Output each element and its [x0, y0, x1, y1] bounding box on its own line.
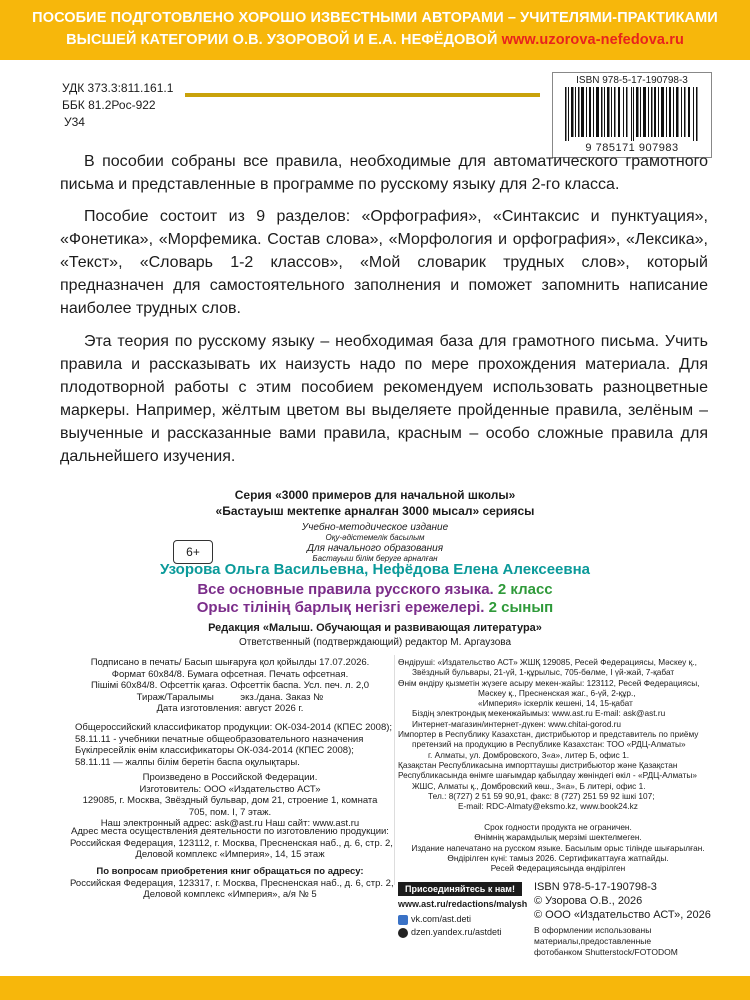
- udk-codes: [62, 80, 173, 131]
- responsible-editor: Ответственный (подтверждающий) редактор М. Аргаузова: [238, 637, 512, 648]
- imprint-line: ЖШС, Алматы қ., Домбровский көш., 3«а», Б литері, офис 1.: [412, 780, 646, 791]
- publisher-website-link[interactable]: www.ast.ru/redactions/malysh: [398, 899, 528, 909]
- product-classifier: [75, 722, 395, 768]
- column-divider: [394, 655, 395, 885]
- barcode-bars-icon: [563, 87, 703, 141]
- age-rating-badge: 6+: [173, 540, 213, 564]
- banner-line-2: [0, 32, 750, 48]
- paragraph-text: Эта теория по русскому языку – необходимая база для грамотного письма. Учить правила и рассказывать их наизусть надо по мере прохождения материала. Для плодотворной работы с этим пособием рекомендуем использовать разноцветные маркеры. Например, жёлтым цветом вы выделяете пройденные правила, зелёным – выученные и рассказанные вами правила, красным – особо сложные правила для дальнейшего изучения.: [60, 333, 708, 465]
- validity-info: [398, 822, 718, 873]
- image-credit-source: фотобанком Shutterstock/FOTODOM: [534, 947, 678, 957]
- print-line: Пішімі 60x84/8. Офсеттік қағаз. Офсеттік баспа. Усл. печ. л. 2,0: [90, 680, 370, 691]
- validity-line: Срок годности продукта не ограничен.: [484, 822, 632, 832]
- address-line: Деловой комплекс «Империя», 14, 15 этаж: [135, 849, 325, 860]
- bottom-stripe: [0, 976, 750, 1000]
- validity-line: Өнімнің жарамдылық мерзімі шектелмеген.: [474, 832, 642, 843]
- image-credit: В оформлении использованы материалы,предоставленные: [534, 925, 652, 946]
- imprint-line: Біздің электрондық мекенжайымыз: www.ast.ru E-mail: ask@ast.ru: [412, 708, 666, 719]
- paragraph-text: Пособие состоит из 9 разделов: «Орфография», «Синтаксис и пунктуация», «Фонетика», «Морфемика. Состав слова», «Морфология и орфография», «Лексика», «Текст», «Словарь 1-2 классов», «Мой словарик трудных слов», который предназначен для самостоятельного заполнения и поможет запомнить написание наиболее трудных слов.: [60, 208, 708, 317]
- imprint-line: Өнім өндіру қызметін жүзеге асыру мекен-жайы: 123112, Ресей Федерациясы,: [398, 677, 700, 688]
- author-mark: У34: [64, 115, 85, 129]
- wholesale-line: Российская Федерация, 123317, г. Москва, Пресненская наб., д. 6, стр. 2,: [70, 877, 394, 889]
- divider-line: [185, 93, 540, 97]
- validity-line: Ресей Федерациясында өндірілген: [490, 863, 626, 874]
- wholesale-line: Деловой комплекс «Империя», а/я № 5: [143, 889, 317, 900]
- dzen-link[interactable]: [398, 926, 522, 939]
- banner-line-2-text: ВЫСШЕЙ КАТЕГОРИИ О.В. УЗОРОВОЙ И Е.А. НЕФЁДОВОЙ: [66, 32, 498, 48]
- imprint-line: «Империя» іскерлік кешені, 14, 15-қабат: [478, 698, 633, 709]
- editorial-office: Редакция «Малыш. Обучающая и развивающая литература»: [208, 622, 542, 634]
- manufacturer-line: Наш электронный адрес: ask@ast.ru Наш сайт: www.ast.ru: [100, 818, 360, 829]
- wholesale-contacts: [70, 866, 394, 901]
- barcode-isbn: ISBN 978-5-17-190798-3: [576, 75, 688, 86]
- print-line: Тираж/Таралымы экз./дана. Заказ №: [136, 691, 324, 703]
- imprint-line: Звёздный бульвары, 21-үй, 1-құрылыс, 705-бөлме, I үй-жай, 7-қабат: [412, 667, 675, 678]
- book-title-kz-text: Орыс тілінің барлық негізгі ережелері.: [196, 599, 485, 616]
- udk-line: УДК 373.3:811.161.1: [62, 81, 174, 95]
- book-grade-kz: 2 сынып: [488, 599, 554, 616]
- book-grade-ru: 2 класс: [497, 581, 553, 598]
- print-line: Дата изготовления: август 2026 г.: [156, 703, 304, 714]
- body-paragraph-1: [60, 150, 708, 196]
- book-title-ru: [0, 581, 750, 598]
- vk-icon: [398, 915, 408, 925]
- print-line: Формат 60x84/8. Бумага офсетная. Печать офсетная.: [111, 668, 349, 680]
- bbk-line: ББК 81.2Рос-922: [62, 98, 156, 112]
- join-us-heading: Присоединяйтесь к нам!: [398, 882, 522, 896]
- imprint-line: г. Алматы, ул. Домбровского, 3«а», литер Б, офис 1.: [428, 749, 630, 760]
- imprint-line: претензий на продукцию в Республике Казахстан: ТОО «РДЦ-Алматы»: [412, 739, 686, 750]
- edition-type-kz: Оқу-әдістемелік басылым: [325, 533, 425, 542]
- classifier-line: 58.11.11 — жалпы білім беретін баспа оқулықтары.: [75, 756, 300, 768]
- series-title-kz: «Бастауыш мектепке арналған 3000 мысал» сериясы: [215, 504, 535, 518]
- imprint-line: Тел.: 8(727) 2 51 59 90,91, факс: 8 (727) 251 59 92 ішкі 107;: [428, 790, 655, 801]
- classifier-line: 58.11.11 - учебники печатные общеобразовательного назначения: [75, 733, 364, 745]
- top-banner: [0, 0, 750, 60]
- manufacturer-line: 129085, г. Москва, Звёздный бульвар, дом 21, строение 1, комната 705, пом. I, 7 этаж.: [82, 795, 378, 818]
- vk-link[interactable]: [398, 913, 522, 926]
- copyright-author: © Узорова О.В., 2026: [534, 895, 643, 907]
- validity-line: Өндірілген күні: тамыз 2026. Сертификаттауға жатпайды.: [447, 852, 669, 863]
- banner-line-1: ПОСОБИЕ ПОДГОТОВЛЕНО ХОРОШО ИЗВЕСТНЫМИ АВТОРАМИ – УЧИТЕЛЯМИ-ПРАКТИКАМИ: [32, 10, 718, 26]
- classifier-line: Общероссийский классификатор продукции: ОК-034-2014 (КПЕС 2008);: [75, 722, 393, 733]
- dzen-icon: [398, 928, 408, 938]
- edition-type: Учебно-методическое издание: [301, 522, 449, 533]
- validity-line: Издание напечатано на русском языке. Басылым орыс тілінде шығарылған.: [411, 842, 705, 853]
- address-line: Российская Федерация, 123112, г. Москва, Пресненская наб., д. 6, стр. 2,: [70, 837, 393, 849]
- dzen-link-text: dzen.yandex.ru/astdeti: [411, 927, 502, 937]
- book-authors: Узорова Ольга Васильевна, Нефёдова Елена Алексеевна: [159, 561, 591, 578]
- body-paragraph-3: [60, 330, 708, 468]
- book-title-ru-text: Все основные правила русского языка.: [197, 581, 494, 598]
- imprint-line: E-mail: RDC-Almaty@eksmo.kz, www.book24.kz: [458, 801, 638, 812]
- body-paragraph-2: [60, 205, 708, 320]
- address-line: Адрес места осуществления деятельности по изготовлению продукции:: [71, 826, 389, 837]
- book-title-kz: [0, 599, 750, 616]
- wholesale-heading: По вопросам приобретения книг обращаться по адресу:: [96, 866, 364, 877]
- social-links: [398, 882, 528, 939]
- imprint-line: Мәскеу қ., Пресненская жаг., 6-үй, 2-құр.,: [478, 687, 636, 698]
- barcode: [552, 72, 712, 158]
- imprint-line: Импортер в Республику Казахстан, дистрибьютор и представитель по приёму: [398, 729, 699, 740]
- copyright-publisher: © ООО «Издательство АСТ», 2026: [534, 909, 711, 921]
- isbn-text: ISBN 978-5-17-190798-3: [534, 881, 657, 893]
- imprint-line: Республикасында өнімге шағымдар қабылдау жөніндегі өкіл - «РДЦ-Алматы»: [398, 770, 697, 781]
- print-details: [70, 657, 390, 715]
- barcode-number: 9 785171 907983: [585, 142, 679, 154]
- classifier-line: Бүкілресейлік өнім классификаторы ОК-034-2014 (КПЕС 2008);: [75, 745, 354, 756]
- kazakh-imprint: [398, 657, 718, 811]
- manufacturer-info: [70, 772, 390, 830]
- authors-website-link[interactable]: www.uzorova-nefedova.ru: [501, 32, 684, 48]
- education-level-kz: Бастауыш білім беруге арналған: [312, 554, 438, 563]
- production-address: [70, 826, 393, 861]
- copyright-block: [534, 880, 750, 958]
- imprint-line: Қазақстан Республикасына импорттаушы дистрибьютор және Қазақстан: [398, 759, 678, 770]
- education-level: Для начального образования: [306, 543, 444, 554]
- paragraph-text: В пособии собраны все правила, необходимые для автоматического грамотного письма и представленные в программе по русскому языку для 2-го класса.: [60, 153, 708, 193]
- print-line: Подписано в печать/ Басып шығаруға қол қойылды 17.07.2026.: [90, 657, 370, 668]
- manufacturer-line: Изготовитель: ООО «Издательство АСТ»: [139, 783, 321, 795]
- manufacturer-line: Произведено в Российской Федерации.: [142, 772, 318, 783]
- imprint-line: Өндіруші: «Издательство АСТ» ЖШҚ 129085, Ресей Федерациясы, Мәскеу қ.,: [398, 657, 697, 667]
- social-list: [398, 913, 522, 939]
- vk-link-text: vk.com/ast.deti: [411, 914, 472, 924]
- series-title: Серия «3000 примеров для начальной школы»: [234, 488, 516, 502]
- imprint-line: Интернет-магазин/интернет-дүкен: www.chitai-gorod.ru: [412, 718, 621, 729]
